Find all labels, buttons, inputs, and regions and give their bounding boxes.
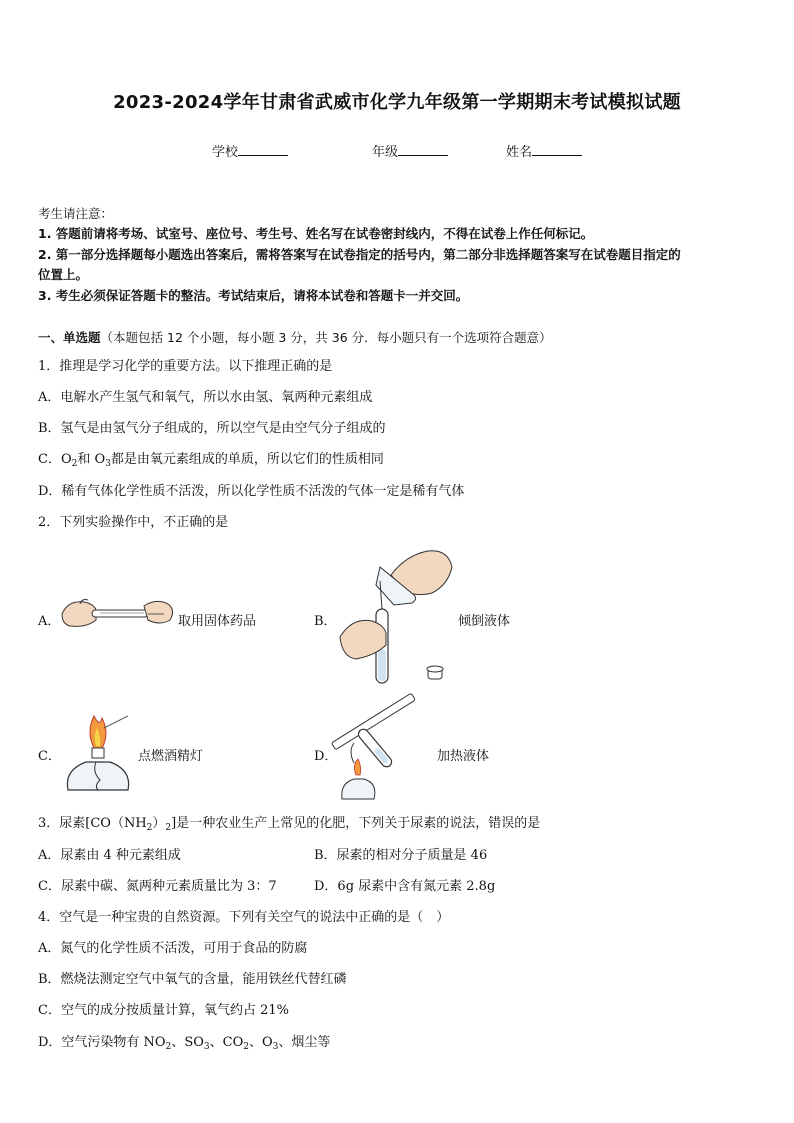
- q4-option-a: A．氮气的化学性质不活泼，可用于食品的防腐: [38, 941, 308, 956]
- q3-option-d: D．6g 尿素中含有氮元素 2.8g: [314, 879, 496, 894]
- section-desc: （本题包括 12 个小题，每小题 3 分，共 36 分．每小题只有一个选项符合题意）: [100, 330, 552, 345]
- name-blank[interactable]: [532, 143, 582, 156]
- section-title: 一、单选题: [38, 330, 101, 345]
- q3-option-a: A．尿素由 4 种元素组成: [38, 848, 181, 863]
- q2-c-label: C．: [38, 749, 61, 764]
- q3-option-c: C．尿素中碳、氮两种元素质量比为 3：7: [38, 879, 277, 894]
- q4-option-b: B．燃烧法测定空气中氧气的含量，能用铁丝代替红磷: [38, 972, 347, 987]
- q2-b-label: B．: [314, 614, 337, 629]
- q3-stem: 3．尿素$[CO(NH_2)_2]$是一种农业生产上常见的化肥，下列关于尿素的说法，错误的是: [38, 816, 541, 833]
- q1-option-d: D．稀有气体化学性质不活泼，所以化学性质不活泼的气体一定是稀有气体: [38, 484, 465, 499]
- q1-option-b: B．氢气是由氢气分子组成的，所以空气是由空气分子组成的: [38, 421, 386, 436]
- notice-item-1: 1. 答题前请将考场、试室号、座位号、考生号、姓名写在试卷密封线内，不得在试卷上作任何标记。: [38, 226, 594, 241]
- q2-a-caption: 取用固体药品: [178, 614, 257, 629]
- grade-field[interactable]: [372, 141, 448, 160]
- q2-d-caption: 加热液体: [437, 749, 490, 764]
- q2-stem: 2．下列实验操作中，不正确的是: [38, 515, 229, 530]
- q4-option-c: C．空气的成分按质量计算，氧气约占 21%: [38, 1003, 289, 1018]
- name-field[interactable]: [506, 141, 582, 160]
- notice-heading: 考生请注意：: [38, 206, 114, 221]
- notice-item-2b: 位置上。: [38, 267, 89, 282]
- q2-d-label: D．: [314, 749, 338, 764]
- notice-item-2a: 2. 第一部分选择题每小题选出答案后，需将答案写在试卷指定的括号内，第二部分非选择题答案写在试卷题目指定的: [38, 247, 681, 262]
- alcohol-lamp-lighting-illustration: [60, 708, 136, 798]
- school-label: 学校: [212, 145, 239, 160]
- section-heading: [38, 328, 552, 346]
- q2-b-caption: 倾倒液体: [458, 614, 511, 629]
- q1-option-a: A．电解水产生氢气和氧气，所以水由氢、氧两种元素组成: [38, 390, 373, 405]
- q4-stem: 4．空气是一种宝贵的自然资源。下列有关空气的说法中正确的是（ ）: [38, 910, 450, 925]
- q4-option-d: D．空气污染物有 $NO_2$、$SO_3$、$CO_2$、$O_3$、烟尘等: [38, 1035, 331, 1052]
- q2-a-label: A．: [38, 614, 61, 629]
- q3-option-b: B．尿素的相对分子质量是 46: [314, 848, 488, 863]
- q1-stem: 1．推理是学习化学的重要方法。以下推理正确的是: [38, 359, 333, 374]
- school-field[interactable]: [212, 141, 288, 160]
- page-title: 2023-2024学年甘肃省武威市化学九年级第一学期期末考试模拟试题: [113, 92, 681, 113]
- pour-liquid-illustration: [336, 545, 456, 690]
- solid-reagent-illustration: [60, 592, 176, 632]
- heat-liquid-illustration: [338, 703, 434, 801]
- school-blank[interactable]: [238, 143, 288, 156]
- name-label: 姓名: [506, 145, 533, 160]
- grade-label: 年级: [372, 145, 399, 160]
- q2-c-caption: 点燃酒精灯: [138, 749, 204, 764]
- q1-option-c: C．$O_2$和 $O_3$都是由氧元素组成的单质，所以它们的性质相同: [38, 452, 384, 469]
- grade-blank[interactable]: [398, 143, 448, 156]
- notice-item-3: 3. 考生必须保证答题卡的整洁。考试结束后，请将本试卷和答题卡一并交回。: [38, 288, 469, 303]
